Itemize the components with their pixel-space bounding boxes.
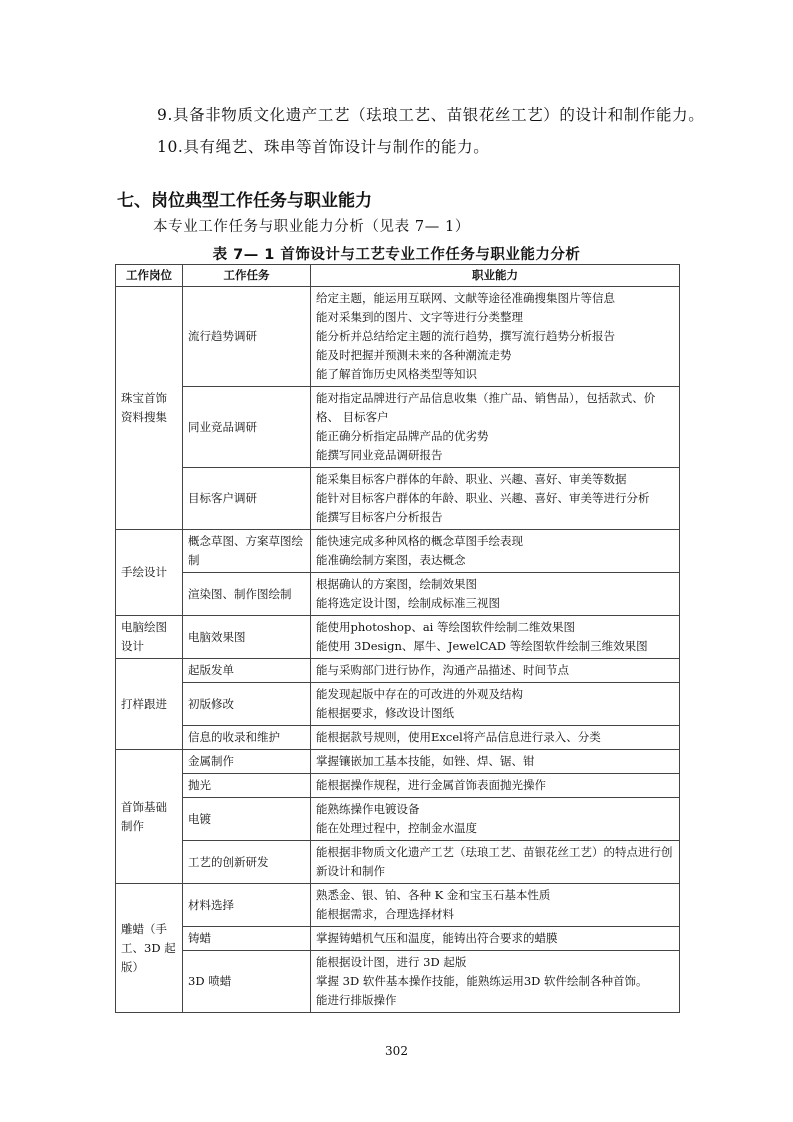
- table-row: [116, 774, 680, 798]
- table-caption: 表 7— 1 首饰设计与工艺专业工作任务与职业能力分析: [212, 247, 581, 263]
- ability-item: 能将选定设计图，绘制成标准三视图: [316, 596, 500, 610]
- task-cell: 铸蜡: [183, 927, 311, 951]
- ability-item: 能了解首饰历史风格类型等知识: [316, 367, 477, 381]
- ability-item: 能使用photoshop、ai 等绘图软件绘制二维效果图: [316, 620, 576, 634]
- ability-item: 掌握镶嵌加工基本技能，如锉、焊、锯、钳: [316, 754, 535, 768]
- task-cell: 渲染图、制作图绘制: [183, 573, 311, 616]
- table-header-row: [116, 265, 680, 287]
- position-cell: 手绘设计: [116, 530, 183, 616]
- header-position: 工作岗位: [116, 265, 183, 287]
- ability-item: 能分析并总结给定主题的流行趋势，撰写流行趋势分析报告: [316, 329, 615, 343]
- ability-item: 能根据需求，合理选择材料: [316, 907, 454, 921]
- header-task: 工作任务: [183, 265, 311, 287]
- task-cell: 概念草图、方案草图绘制: [183, 530, 311, 573]
- task-ability-table: [115, 264, 680, 1013]
- task-cell: 抛光: [183, 774, 311, 798]
- ability-item: 能使用 3Design、犀牛、JewelCAD 等绘图软件绘制三维效果图: [316, 639, 648, 653]
- ability-cell: [311, 616, 680, 659]
- ability-cell: [311, 387, 680, 468]
- ability-item: 掌握铸蜡机气压和温度，能铸出符合要求的蜡膜: [316, 931, 558, 945]
- position-cell: 电脑绘图设计: [116, 616, 183, 659]
- ability-item: 能撰写目标客户分析报告: [316, 510, 443, 524]
- table-row: [116, 884, 680, 927]
- table-row: [116, 951, 680, 1013]
- ability-item: 能根据要求，修改设计图纸: [316, 706, 454, 720]
- ability-item: 能撰写同业竞品调研报告: [316, 448, 443, 462]
- ability-cell: [311, 659, 680, 683]
- ability-cell: [311, 774, 680, 798]
- ability-cell: [311, 468, 680, 530]
- ability-item: 能针对目标客户群体的年龄、职业、兴趣、喜好、审美等进行分析: [316, 491, 650, 505]
- table-row: [116, 616, 680, 659]
- ability-cell: [311, 530, 680, 573]
- table-row: [116, 750, 680, 774]
- task-cell: 目标客户调研: [183, 468, 311, 530]
- ability-cell: [311, 884, 680, 927]
- ability-item: 根据确认的方案图，绘制效果图: [316, 577, 477, 591]
- ability-cell: [311, 798, 680, 841]
- ability-item: 能熟练操作电镀设备: [316, 802, 420, 816]
- ability-item: 能准确绘制方案图，表达概念: [316, 553, 466, 567]
- paragraph-item-9: 9.具备非物质文化遗产工艺（珐琅工艺、苗银花丝工艺）的设计和制作能力。: [157, 106, 705, 124]
- ability-cell: [311, 750, 680, 774]
- ability-item: 能根据操作规程，进行金属首饰表面抛光操作: [316, 778, 546, 792]
- ability-item: 熟悉金、银、铂、各种 K 金和宝玉石基本性质: [316, 888, 551, 902]
- ability-item: 能对采集到的图片、文字等进行分类整理: [316, 310, 523, 324]
- position-cell: 雕蜡（手工、3D 起版）: [116, 884, 183, 1013]
- task-cell: 信息的收录和维护: [183, 726, 311, 750]
- table-row: [116, 683, 680, 726]
- ability-cell: [311, 573, 680, 616]
- table-row: [116, 841, 680, 884]
- ability-item: 能快速完成多种风格的概念草图手绘表现: [316, 534, 523, 548]
- task-cell: 起版发单: [183, 659, 311, 683]
- position-cell: 打样跟进: [116, 659, 183, 750]
- paragraph-item-10: 10.具有绳艺、珠串等首饰设计与制作的能力。: [157, 138, 490, 156]
- task-cell: 材料选择: [183, 884, 311, 927]
- table-row: [116, 287, 680, 387]
- task-cell: 电镀: [183, 798, 311, 841]
- ability-cell: [311, 287, 680, 387]
- task-cell: 流行趋势调研: [183, 287, 311, 387]
- ability-item: 能对指定品牌进行产品信息收集（推广品、销售品），包括款式、价格、 目标客户: [316, 391, 656, 424]
- header-ability: 职业能力: [311, 265, 680, 287]
- ability-item: 掌握 3D 软件基本操作技能，能熟练运用3D 软件绘制各种首饰。: [316, 974, 648, 988]
- section-title: 七、岗位典型工作任务与职业能力: [117, 191, 372, 211]
- ability-item: 能根据款号规则，使用Excel将产品信息进行录入、分类: [316, 730, 601, 744]
- task-cell: 同业竞品调研: [183, 387, 311, 468]
- task-cell: 3D 喷蜡: [183, 951, 311, 1013]
- table-row: [116, 530, 680, 573]
- ability-item: 能进行排版操作: [316, 993, 397, 1007]
- table-row: [116, 573, 680, 616]
- task-cell: 电脑效果图: [183, 616, 311, 659]
- ability-cell: [311, 841, 680, 884]
- position-cell: 珠宝首饰资料搜集: [116, 287, 183, 530]
- table-row: [116, 387, 680, 468]
- task-cell: 金属制作: [183, 750, 311, 774]
- ability-cell: [311, 683, 680, 726]
- ability-cell: [311, 927, 680, 951]
- ability-item: 能与采购部门进行协作，沟通产品描述、时间节点: [316, 663, 569, 677]
- table-row: [116, 726, 680, 750]
- ability-item: 能采集目标客户群体的年龄、职业、兴趣、喜好、审美等数据: [316, 472, 627, 486]
- task-cell: 初版修改: [183, 683, 311, 726]
- ability-item: 能发现起版中存在的可改进的外观及结构: [316, 687, 523, 701]
- intro-text: 本专业工作任务与职业能力分析（见表 7— 1）: [153, 219, 470, 235]
- ability-cell: [311, 726, 680, 750]
- ability-cell: [311, 951, 680, 1013]
- ability-item: 能正确分析指定品牌产品的优劣势: [316, 429, 489, 443]
- position-cell: 首饰基础制作: [116, 750, 183, 884]
- table-row: [116, 798, 680, 841]
- ability-item: 能根据非物质文化遗产工艺（珐琅工艺、苗银花丝工艺）的特点进行创新设计和制作: [316, 845, 673, 878]
- ability-item: 给定主题，能运用互联网、文献等途径准确搜集图片等信息: [316, 291, 615, 305]
- table-row: [116, 927, 680, 951]
- task-cell: 工艺的创新研发: [183, 841, 311, 884]
- ability-item: 能在处理过程中，控制金水温度: [316, 821, 477, 835]
- page-number: 302: [385, 1044, 408, 1058]
- ability-item: 能根据设计图，进行 3D 起版: [316, 955, 467, 969]
- table-row: [116, 468, 680, 530]
- ability-item: 能及时把握并预测未来的各种潮流走势: [316, 348, 512, 362]
- table-row: [116, 659, 680, 683]
